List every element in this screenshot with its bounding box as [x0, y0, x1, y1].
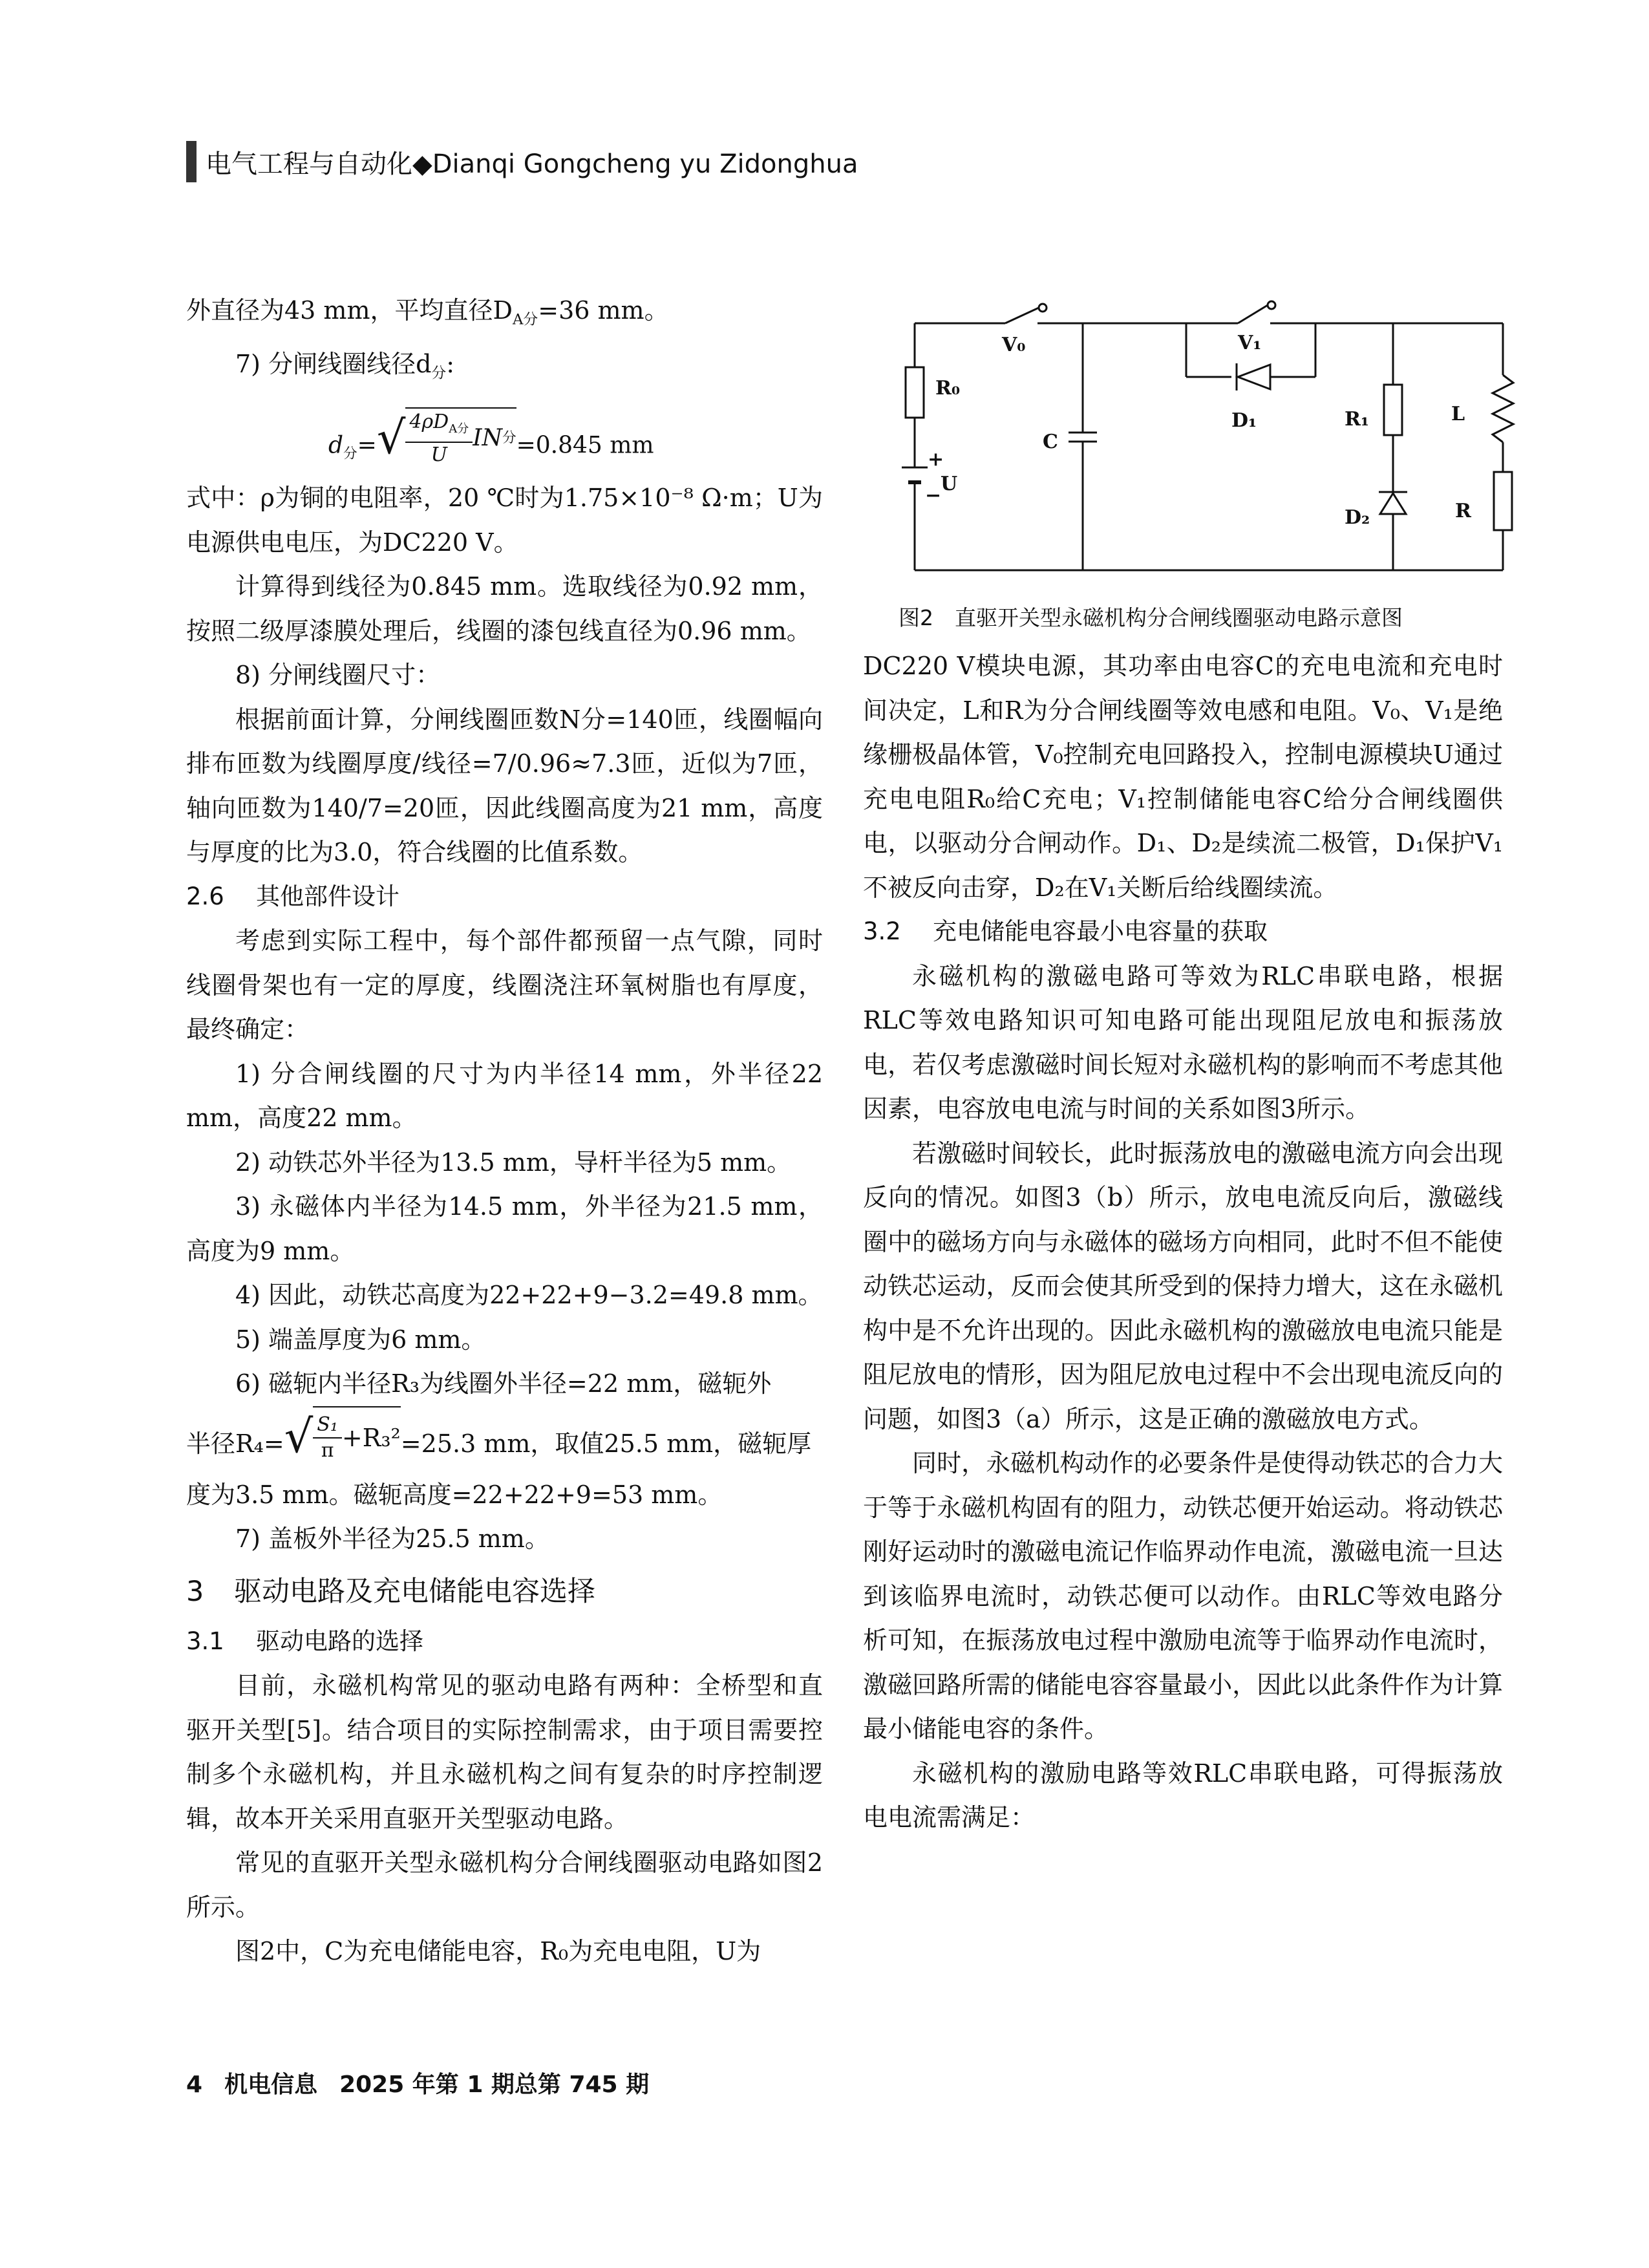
page-footer	[186, 2066, 671, 2099]
label-u: U	[941, 473, 958, 495]
label-r0: R₀	[935, 377, 961, 400]
resistor-r1	[1384, 385, 1402, 435]
label-l: L	[1451, 403, 1465, 425]
circuit-diagram	[902, 284, 1516, 588]
paragraph: 永磁机构的激磁电路可等效为RLC串联电路，根据RLC等效电路知识可知电路可能出现阻尼放电和振荡放电，若仅考虑激磁时间长短对永磁机构的影响而不考虑其他因素，电容放电电流与时间的关系如图3所示。	[863, 961, 1503, 1123]
paragraph: 考虑到实际工程中，每个部件都预留一点气隙，同时线圈骨架也有一定的厚度，线圈浇注环氧树脂也有厚度，最终确定：	[186, 926, 823, 1044]
label-r: R	[1455, 500, 1471, 522]
right-column	[863, 644, 1503, 1840]
chapter-heading: 3 驱动电路及充电储能电容选择	[186, 1575, 595, 1608]
list-item: 4) 因此，动铁芯高度为22+22+9−3.2=49.8 mm。	[235, 1281, 823, 1310]
resistor-r0	[906, 367, 924, 418]
switch-v0	[1005, 308, 1039, 323]
formula-yoke-radius: 半径R₄= √ $\frac{\text{S₁}}{\pi}$ +R₃² =25.3 mm，取值25.5 mm，磁轭厚	[186, 1406, 823, 1473]
label-v1: V₁	[1238, 332, 1262, 354]
issue-info: 2025 年第 1 期总第 745 期	[339, 2071, 650, 2098]
section-heading: 3.1 驱动电路的选择	[186, 1627, 423, 1655]
running-header	[186, 141, 858, 182]
paragraph: 根据前面计算，分闸线圈匝数N分=140匝，线圈幅向排布匝数为线圈厚度/线径=7/0.96≈7.3匝，近似为7匝，轴向匝数为140/7=20匝，因此线圈高度为21 mm，高度与厚度的比为3.0，符合线圈的比值系数。	[186, 705, 823, 867]
paragraph: DC220 V模块电源，其功率由电容C的充电电流和充电时间决定，L和R为分合闸线圈等效电感和电阻。V₀、V₁是绝缘栅极晶体管，V₀控制充电回路投入，控制电源模块U通过充电电阻R₀给C充电；V₁控制储能电容C给分合闸线圈供电，以驱动分合闸动作。D₁、D₂是续流二极管，D₁保护V₁不被反向击穿，D₂在V₁关断后给线圈续流。	[863, 652, 1503, 902]
label-r1: R₁	[1345, 408, 1370, 431]
page-number: 4	[186, 2071, 203, 2098]
paragraph: 计算得到线径为0.845 mm。选取线径为0.92 mm，按照二级厚漆膜处理后，线圈的漆包线直径为0.96 mm。	[186, 572, 823, 645]
paragraph: 常见的直驱开关型永磁机构分合闸线圈驱动电路如图2所示。	[186, 1848, 823, 1921]
inductor-l	[1493, 375, 1513, 442]
list-item: 2) 动铁芯外半径为13.5 mm，导杆半径为5 mm。	[235, 1148, 792, 1177]
paragraph: 图2中，C为充电储能电容，R₀为充电电阻，U为	[235, 1937, 761, 1966]
switch-v1	[1238, 305, 1268, 323]
label-c: C	[1043, 431, 1058, 453]
diode-d2	[1380, 493, 1406, 514]
section-heading: 3.2 充电储能电容最小电容量的获取	[863, 917, 1268, 945]
paragraph: 目前，永磁机构常见的驱动电路有两种：全桥型和直驱开关型[5]。结合项目的实际控制需求，由于项目需要控制多个永磁机构，并且永磁机构之间有复杂的时序控制逻辑，故本开关采用直驱开关型驱动电路。	[186, 1671, 823, 1833]
list-item: 3) 永磁体内半径为14.5 mm，外半径为21.5 mm，高度为9 mm。	[186, 1192, 823, 1265]
list-item: 6) 磁轭内半径R₃为线圈外半径=22 mm，磁轭外	[235, 1369, 772, 1398]
paragraph: 若激磁时间较长，此时振荡放电的激磁电流方向会出现反向的情况。如图3（b）所示，放电电流反向后，激磁线圈中的磁场方向与永磁体的磁场方向相同，此时不但不能使动铁芯运动，反而会使其所受到的保持力增大，这在永磁机构中是不允许出现的。因此永磁机构的激磁放电电流只能是阻尼放电的情形，因为阻尼放电过程中不会出现电流反向的问题，如图3（a）所示，这是正确的激磁放电方式。	[863, 1139, 1503, 1433]
label-v0: V₀	[1002, 334, 1026, 356]
formula-wire-diameter: $d_分=$ √ $\frac{4\rho D_{A分}}{U}$ IN 分 =0.845 mm	[186, 396, 823, 476]
list-item: 7) 盖板外半径为25.5 mm。	[235, 1524, 549, 1554]
paragraph: 度为3.5 mm。磁轭高度=22+22+9=53 mm。	[186, 1480, 723, 1509]
diode-d1	[1238, 365, 1270, 389]
list-item: 8) 分闸线圈尺寸：	[235, 661, 441, 690]
paragraph: 式中：ρ为铜的电阻率，20 ℃时为1.75×10⁻⁸ Ω·m；U为电源供电电压，为DC220 V。	[186, 484, 823, 557]
header-bar	[186, 141, 197, 182]
label-plus: +	[928, 448, 944, 471]
list-item: 5) 端盖厚度为6 mm。	[235, 1325, 486, 1354]
section-heading: 2.6 其他部件设计	[186, 882, 399, 910]
journal-name: 机电信息	[224, 2071, 318, 2098]
list-item: 1) 分合闸线圈的尺寸为内半径14 mm，外半径22 mm，高度22 mm。	[186, 1059, 823, 1133]
header-title: 电气工程与自动化◆Dianqi Gongcheng yu Zidonghua	[206, 149, 858, 179]
paragraph: 外直径为43 mm，平均直径$D_{A分}=36$ mm。	[186, 296, 669, 328]
label-d2: D₂	[1345, 506, 1370, 529]
figure-caption: 图2 直驱开关型永磁机构分合闸线圈驱动电路示意图	[899, 605, 1403, 630]
label-d1: D₁	[1231, 409, 1257, 432]
resistor-r	[1494, 472, 1512, 530]
paragraph: 永磁机构的激励电路等效RLC串联电路，可得振荡放电电流需满足：	[863, 1759, 1503, 1832]
label-minus: −	[925, 484, 942, 507]
paragraph: 同时，永磁机构动作的必要条件是使得动铁芯的合力大于等于永磁机构固有的阻力，动铁芯便开始运动。将动铁芯刚好运动时的激磁电流记作临界动作电流，激磁电流一旦达到该临界电流时，动铁芯便可以动作。由RLC等效电路分析可知，在振荡放电过程中激励电流等于临界动作电流时，激磁回路所需的储能电容容量最小，因此以此条件作为计算最小储能电容的条件。	[863, 1449, 1503, 1743]
left-column	[186, 288, 823, 1974]
list-item: 7) 分闸线圈线径$d_分$:	[235, 350, 455, 382]
